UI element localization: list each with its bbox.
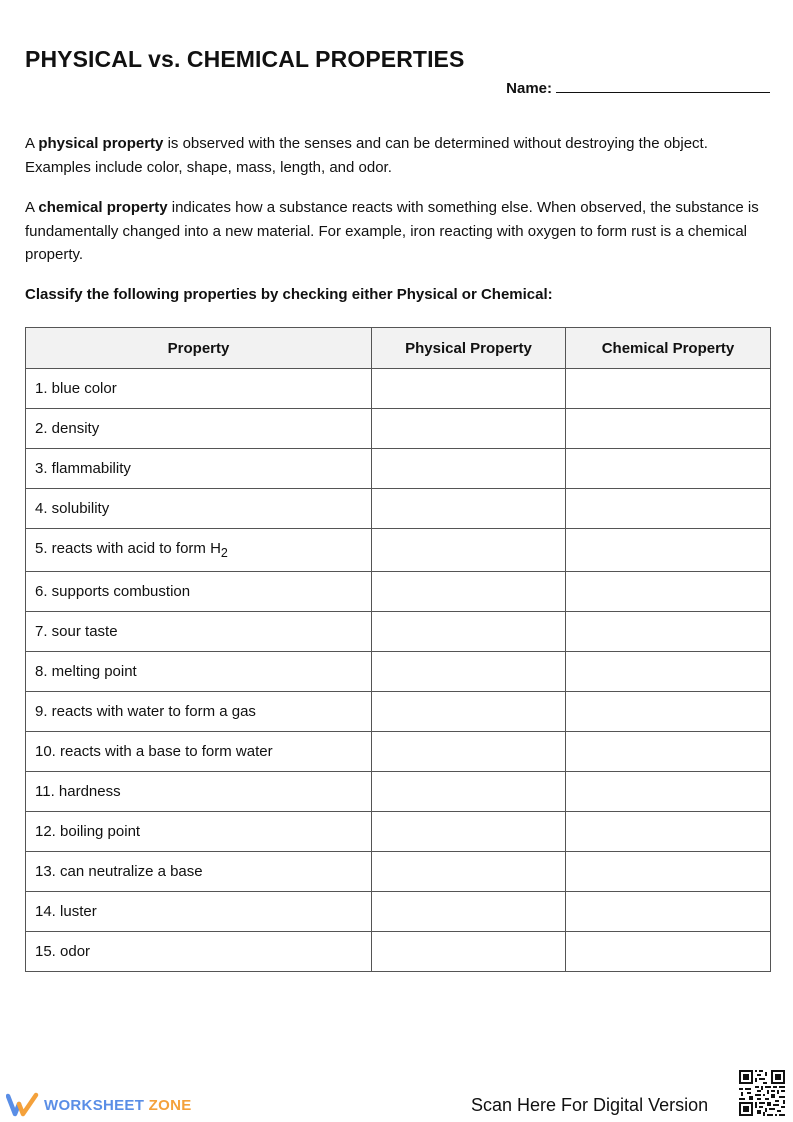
- property-cell: 11. hardness: [26, 772, 372, 812]
- physical-checkbox-cell[interactable]: [372, 572, 566, 612]
- p2-term: chemical property: [38, 199, 168, 216]
- table-row: [26, 852, 771, 892]
- table-row: [26, 652, 771, 692]
- physical-checkbox-cell[interactable]: [372, 529, 566, 572]
- property-cell: [26, 529, 372, 572]
- property-cell: 8. melting point: [26, 652, 372, 692]
- property-cell: 7. sour taste: [26, 612, 372, 652]
- table-row: [26, 692, 771, 732]
- chemical-checkbox-cell[interactable]: [566, 892, 771, 932]
- name-label: Name:: [506, 80, 552, 97]
- table-row: [26, 449, 771, 489]
- property-cell: 12. boiling point: [26, 812, 372, 852]
- property-cell: 9. reacts with water to form a gas: [26, 692, 372, 732]
- physical-checkbox-cell[interactable]: [372, 369, 566, 409]
- qr-code-icon[interactable]: [739, 1070, 785, 1116]
- property-cell: 6. supports combustion: [26, 572, 372, 612]
- logo-word-1: WORKSHEET: [44, 1096, 145, 1114]
- property-text: 5. reacts with acid to form H: [35, 540, 221, 557]
- physical-checkbox-cell[interactable]: [372, 772, 566, 812]
- chemical-checkbox-cell[interactable]: [566, 852, 771, 892]
- table-row: [26, 529, 771, 572]
- p1-prefix: A: [25, 135, 39, 152]
- physical-checkbox-cell[interactable]: [372, 732, 566, 772]
- chemical-checkbox-cell[interactable]: [566, 812, 771, 852]
- chemical-checkbox-cell[interactable]: [566, 489, 771, 529]
- table-row: [26, 572, 771, 612]
- physical-checkbox-cell[interactable]: [372, 612, 566, 652]
- physical-checkbox-cell[interactable]: [372, 852, 566, 892]
- worksheet-zone-logo: [6, 1092, 192, 1118]
- physical-checkbox-cell[interactable]: [372, 812, 566, 852]
- chemical-checkbox-cell[interactable]: [566, 612, 771, 652]
- physical-property-definition: [25, 132, 770, 179]
- logo-icon: [6, 1092, 40, 1118]
- table-row: [26, 812, 771, 852]
- chemical-checkbox-cell[interactable]: [566, 772, 771, 812]
- chemical-property-definition: [25, 196, 770, 267]
- physical-checkbox-cell[interactable]: [372, 409, 566, 449]
- property-cell: 13. can neutralize a base: [26, 852, 372, 892]
- p1-body: is observed with the senses and can be determined without destroying the object. Examples include color, shape, mass, length, and odor.: [25, 135, 708, 176]
- table-row: [26, 892, 771, 932]
- property-cell: 1. blue color: [26, 369, 372, 409]
- property-cell: 14. luster: [26, 892, 372, 932]
- logo-wordmark: [44, 1097, 192, 1114]
- table-row: [26, 489, 771, 529]
- chemical-checkbox-cell[interactable]: [566, 652, 771, 692]
- table-row: [26, 932, 771, 972]
- p1-term: physical property: [38, 135, 164, 152]
- name-field: [506, 78, 770, 97]
- property-cell: 3. flammability: [26, 449, 372, 489]
- chemical-checkbox-cell[interactable]: [566, 572, 771, 612]
- physical-checkbox-cell[interactable]: [372, 489, 566, 529]
- chemical-checkbox-cell[interactable]: [566, 409, 771, 449]
- table-row: [26, 772, 771, 812]
- logo-word-2: ZONE: [148, 1096, 192, 1114]
- physical-checkbox-cell[interactable]: [372, 449, 566, 489]
- property-cell: 4. solubility: [26, 489, 372, 529]
- chemical-checkbox-cell[interactable]: [566, 692, 771, 732]
- page-title: PHYSICAL vs. CHEMICAL PROPERTIES: [25, 46, 465, 72]
- properties-table: [25, 327, 771, 972]
- property-cell: 15. odor: [26, 932, 372, 972]
- table-row: [26, 732, 771, 772]
- physical-checkbox-cell[interactable]: [372, 692, 566, 732]
- header-chemical: Chemical Property: [566, 328, 771, 369]
- physical-checkbox-cell[interactable]: [372, 652, 566, 692]
- subscript-2: 2: [220, 546, 228, 560]
- chemical-checkbox-cell[interactable]: [566, 369, 771, 409]
- name-blank-line[interactable]: [556, 78, 770, 93]
- p2-body: indicates how a substance reacts with something else. When observed, the substance is fundamentally changed into a new material. For example, iron reacting with oxygen to form rust is a chemical property.: [25, 199, 759, 263]
- table-row: [26, 369, 771, 409]
- scan-caption: Scan Here For Digital Version: [471, 1095, 709, 1115]
- header-physical: Physical Property: [372, 328, 566, 369]
- chemical-checkbox-cell[interactable]: [566, 932, 771, 972]
- property-cell: 10. reacts with a base to form water: [26, 732, 372, 772]
- chemical-checkbox-cell[interactable]: [566, 732, 771, 772]
- instructions: Classify the following properties by checking either Physical or Chemical:: [25, 286, 553, 303]
- property-cell: 2. density: [26, 409, 372, 449]
- table-header-row: [26, 328, 771, 369]
- chemical-checkbox-cell[interactable]: [566, 529, 771, 572]
- header-property: Property: [26, 328, 372, 369]
- physical-checkbox-cell[interactable]: [372, 892, 566, 932]
- chemical-checkbox-cell[interactable]: [566, 449, 771, 489]
- table-row: [26, 409, 771, 449]
- table-row: [26, 612, 771, 652]
- physical-checkbox-cell[interactable]: [372, 932, 566, 972]
- p2-prefix: A: [25, 199, 39, 216]
